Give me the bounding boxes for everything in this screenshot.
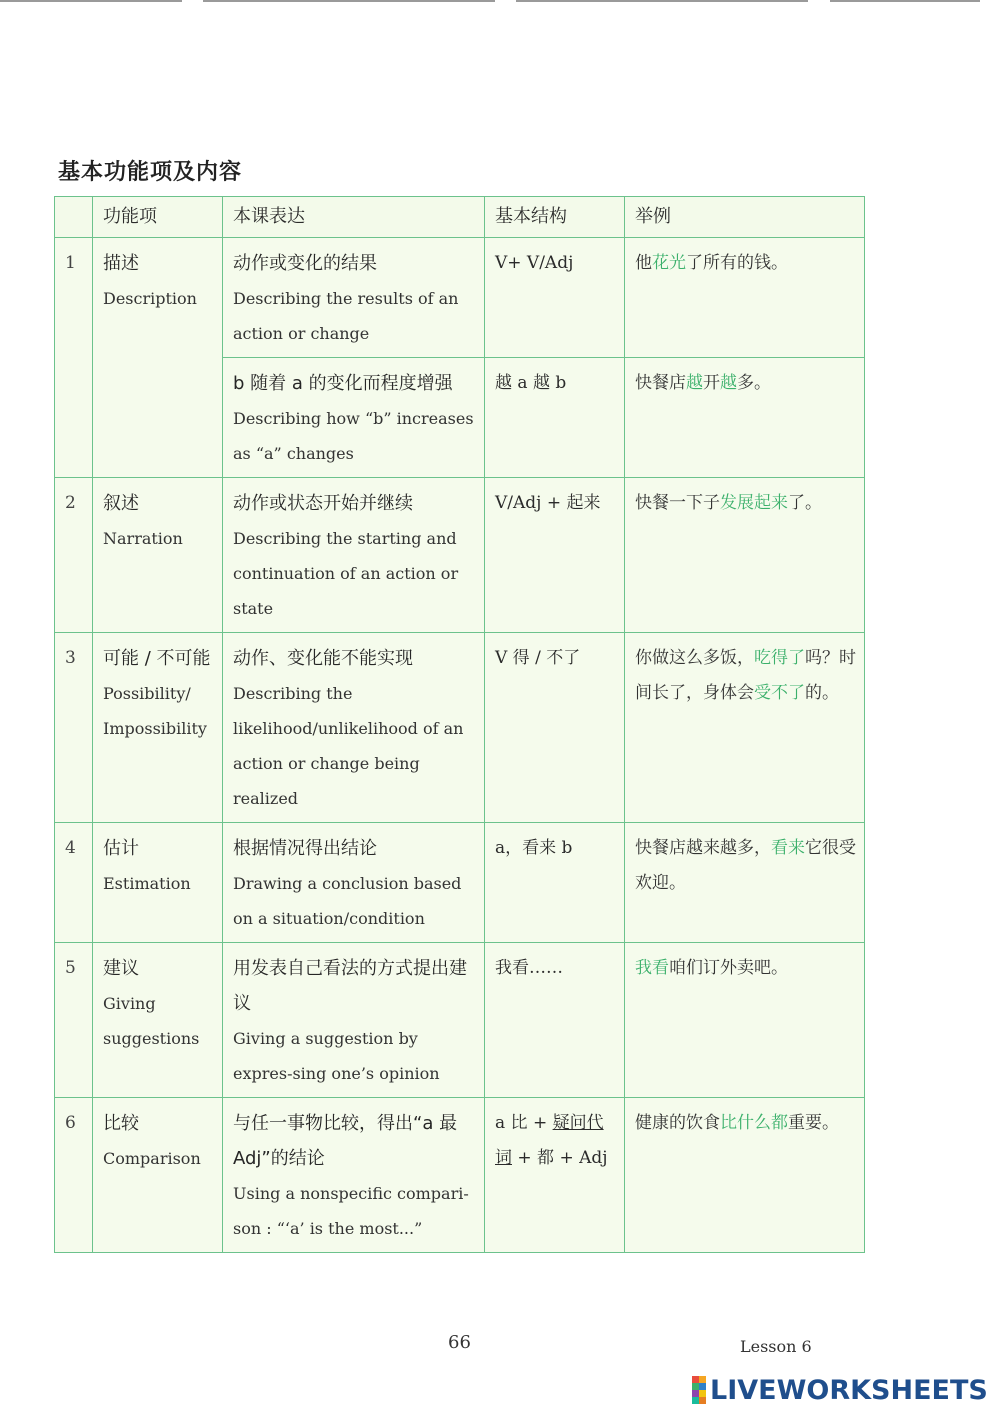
top-rule xyxy=(203,0,495,2)
example-text: 你做这么多饭， xyxy=(635,648,754,668)
expression-zh: 与任一事物比较，得出“a 最 Adj”的结论 xyxy=(233,1113,458,1169)
table-row xyxy=(55,478,865,633)
example-text: 快餐店 xyxy=(635,373,686,393)
expression-cell xyxy=(223,943,485,1098)
logo-square xyxy=(699,1383,706,1390)
highlighted-phrase: 花光 xyxy=(652,253,686,273)
liveworksheets-icon xyxy=(692,1376,706,1404)
header-expression: 本课表达 xyxy=(223,197,485,238)
row-number: 2 xyxy=(55,478,93,633)
logo-square xyxy=(692,1383,699,1390)
function-en: Narration xyxy=(103,529,183,548)
expression-cell xyxy=(223,238,485,358)
example-text: 多。 xyxy=(737,373,771,393)
expression-cell xyxy=(223,358,485,478)
example-text: 快餐店越来越多， xyxy=(635,838,771,858)
row-number: 6 xyxy=(55,1098,93,1253)
function-cell xyxy=(93,238,223,478)
expression-zh: 动作或变化的结果 xyxy=(233,253,377,274)
table-row xyxy=(55,238,865,358)
function-cell xyxy=(93,633,223,823)
function-cell xyxy=(93,478,223,633)
structure-cell: V 得 / 不了 xyxy=(485,633,625,823)
section-title: 基本功能项及内容 xyxy=(58,160,243,185)
function-cell xyxy=(93,823,223,943)
example-text: 了所有的钱。 xyxy=(686,253,788,273)
table-row xyxy=(55,1098,865,1253)
header-function: 功能项 xyxy=(93,197,223,238)
expression-en: Using a nonspecific compari-son : “‘a’ is the most...” xyxy=(233,1184,469,1238)
highlighted-phrase: 我看 xyxy=(635,958,669,978)
example-text: 重要。 xyxy=(788,1113,839,1133)
expression-cell xyxy=(223,1098,485,1253)
function-cell xyxy=(93,943,223,1098)
example-text: 开 xyxy=(703,373,720,393)
expression-en: Describing how “b” increases as “a” changes xyxy=(233,409,474,463)
highlighted-phrase: 受不了 xyxy=(754,683,805,703)
structure-text: + 都 + Adj xyxy=(512,1148,608,1168)
function-zh: 叙述 xyxy=(103,493,139,514)
expression-zh: 动作、变化能不能实现 xyxy=(233,648,413,669)
highlighted-phrase: 越 xyxy=(686,373,703,393)
expression-en: Describing the starting and continuation of an action or state xyxy=(233,529,459,618)
expression-zh: 动作或状态开始并继续 xyxy=(233,493,413,514)
row-number: 1 xyxy=(55,238,93,478)
example-cell xyxy=(625,478,865,633)
lesson-label: Lesson 6 xyxy=(740,1337,812,1356)
top-rule xyxy=(0,0,182,2)
expression-cell xyxy=(223,478,485,633)
top-rule xyxy=(830,0,980,2)
example-cell xyxy=(625,823,865,943)
top-rule xyxy=(516,0,808,2)
example-text: 他 xyxy=(635,253,652,273)
highlighted-phrase: 比什么都 xyxy=(720,1113,788,1133)
function-cell xyxy=(93,1098,223,1253)
table-row xyxy=(55,633,865,823)
highlighted-phrase: 越 xyxy=(720,373,737,393)
example-cell xyxy=(625,238,865,358)
function-zh: 估计 xyxy=(103,838,139,859)
function-en: Estimation xyxy=(103,874,191,893)
logo-square xyxy=(699,1376,706,1383)
header-structure: 基本结构 xyxy=(485,197,625,238)
function-en: Giving suggestions xyxy=(103,994,200,1048)
function-en: Comparison xyxy=(103,1149,201,1168)
logo-text: LIVEWORKSHEETS xyxy=(710,1374,988,1406)
structure-cell: 越 a 越 b xyxy=(485,358,625,478)
row-number: 3 xyxy=(55,633,93,823)
logo-square xyxy=(692,1376,699,1383)
example-text: 咱们订外卖吧。 xyxy=(669,958,788,978)
table-header-row xyxy=(55,197,865,238)
function-zh: 建议 xyxy=(103,958,139,979)
expression-zh: 根据情况得出结论 xyxy=(233,838,377,859)
expression-en: Describing the likelihood/unlikelihood of an action or change being realized xyxy=(233,684,464,808)
logo-square xyxy=(699,1390,706,1397)
row-number: 4 xyxy=(55,823,93,943)
header-example: 举例 xyxy=(625,197,865,238)
function-zh: 描述 xyxy=(103,253,139,274)
function-en: Description xyxy=(103,289,197,308)
structure-cell: V/Adj + 起来 xyxy=(485,478,625,633)
underlined-structure: 疑问代词 xyxy=(495,1113,604,1168)
example-cell xyxy=(625,943,865,1098)
structure-cell xyxy=(485,1098,625,1253)
expression-zh: b 随着 a 的变化而程度增强 xyxy=(233,373,453,394)
function-en: Possibility/ Impossibility xyxy=(103,684,207,738)
expression-en: Drawing a conclusion based on a situation/condition xyxy=(233,874,462,928)
example-cell xyxy=(625,358,865,478)
liveworksheets-logo xyxy=(692,1374,988,1406)
expression-cell xyxy=(223,633,485,823)
structure-text: a 比 + xyxy=(495,1113,553,1133)
highlighted-phrase: 看来 xyxy=(771,838,805,858)
expression-en: Giving a suggestion by expres-sing one’s opinion xyxy=(233,1029,440,1083)
structure-cell: 我看…… xyxy=(485,943,625,1098)
function-table xyxy=(54,196,865,1253)
example-text: 吗？时间长了，身体会 xyxy=(635,648,856,703)
page-number: 66 xyxy=(448,1332,471,1353)
structure-cell: a，看来 b xyxy=(485,823,625,943)
expression-zh: 用发表自己看法的方式提出建议 xyxy=(233,958,467,1014)
highlighted-phrase: 发展起来 xyxy=(720,493,788,513)
logo-square xyxy=(692,1397,699,1404)
function-zh: 可能 / 不可能 xyxy=(103,648,211,669)
logo-square xyxy=(699,1397,706,1404)
header-number xyxy=(55,197,93,238)
expression-en: Describing the results of an action or change xyxy=(233,289,459,343)
function-zh: 比较 xyxy=(103,1113,139,1134)
highlighted-phrase: 吃得了 xyxy=(754,648,805,668)
example-text: 了。 xyxy=(788,493,822,513)
expression-cell xyxy=(223,823,485,943)
example-text: 它很受欢迎。 xyxy=(635,838,856,893)
row-number: 5 xyxy=(55,943,93,1098)
table-row xyxy=(55,943,865,1098)
logo-square xyxy=(692,1390,699,1397)
example-cell xyxy=(625,633,865,823)
structure-cell: V+ V/Adj xyxy=(485,238,625,358)
example-cell xyxy=(625,1098,865,1253)
table-row xyxy=(55,823,865,943)
example-text: 快餐一下子 xyxy=(635,493,720,513)
example-text: 的。 xyxy=(805,683,839,703)
example-text: 健康的饮食 xyxy=(635,1113,720,1133)
